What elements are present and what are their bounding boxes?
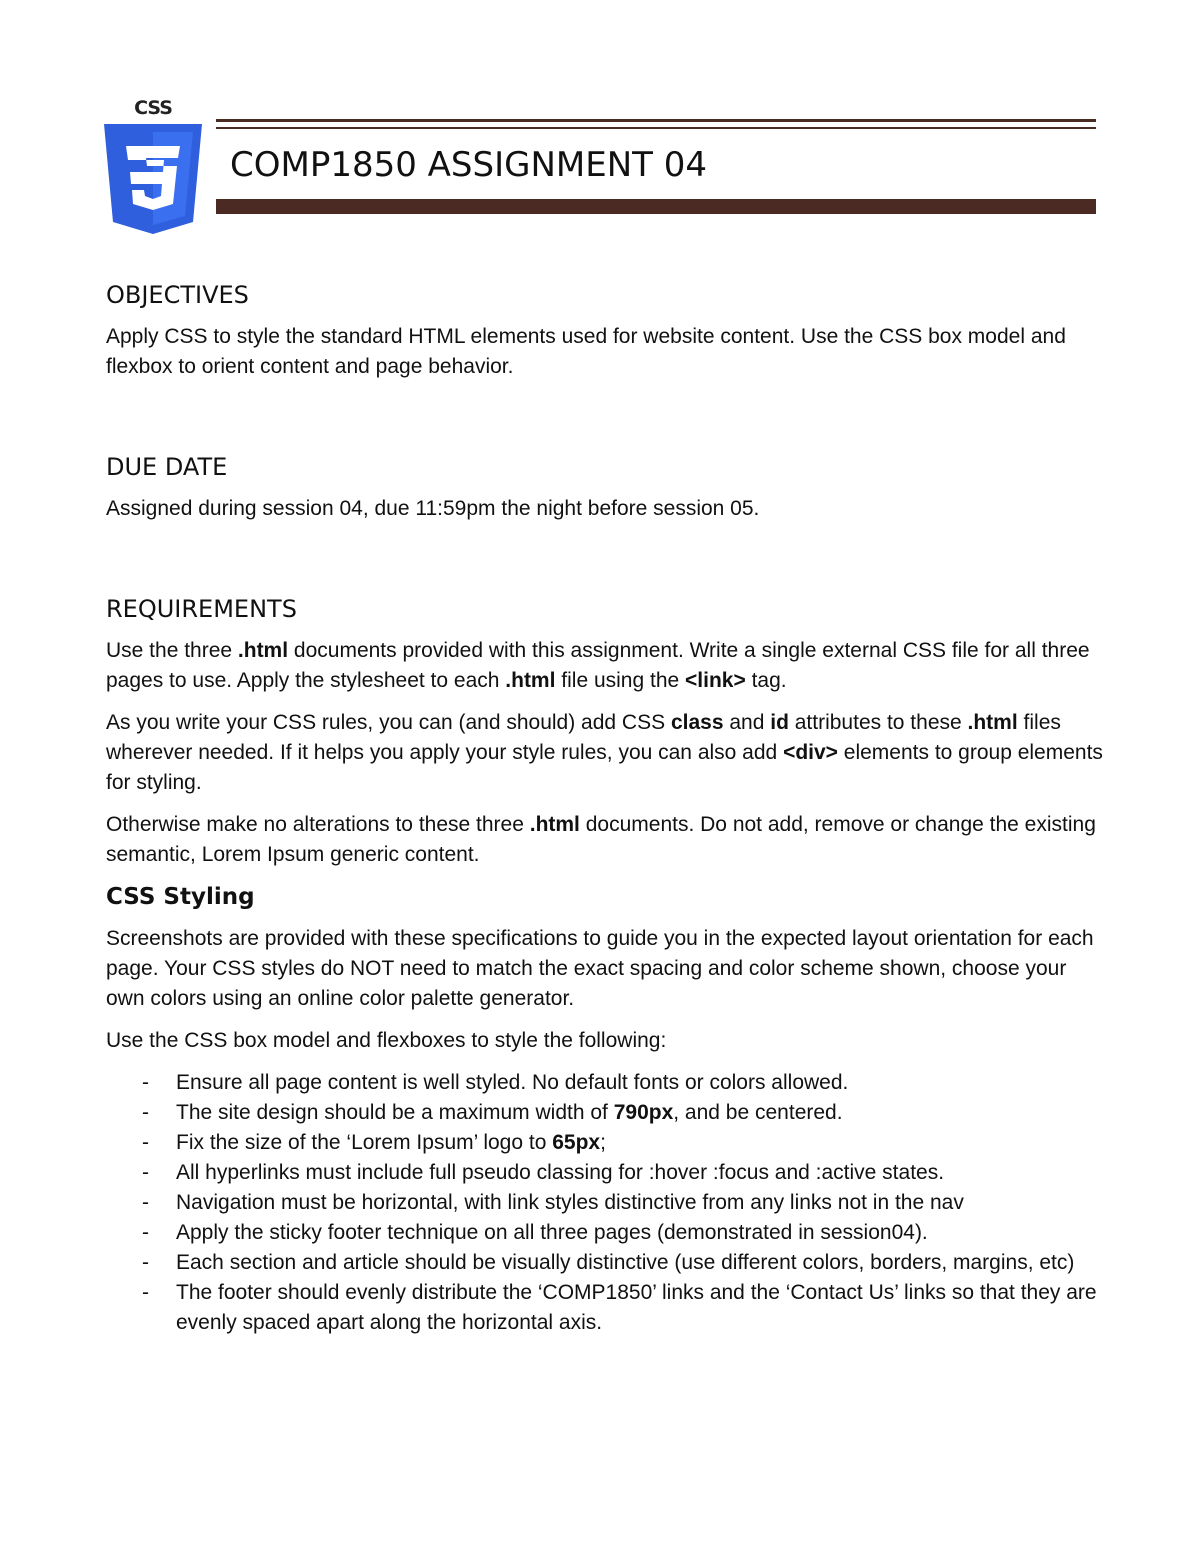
- list-item: - Fix the size of the ‘Lorem Ipsum’ logo to 65px;: [142, 1131, 606, 1154]
- requirements-paragraph-2: As you write your CSS rules, you can (and should) add CSS class and id attributes to these .html files wherever needed. If it helps you apply your style rules, you can also add <div> elements to group elements for styling.: [106, 711, 1103, 794]
- list-item: - Ensure all page content is well styled. No default fonts or colors allowed.: [142, 1071, 849, 1094]
- list-item: - Each section and article should be visually distinctive (use different colors, borders, margins, etc): [142, 1251, 1075, 1274]
- requirements-paragraph-1: Use the three .html documents provided with this assignment. Write a single external CSS file for all three pages to use. Apply the stylesheet to each .html file using the <link> tag.: [106, 639, 1090, 692]
- css-styling-heading: CSS Styling: [106, 884, 255, 910]
- css-styling-paragraph-2: Use the CSS box model and flexboxes to style the following:: [106, 1029, 667, 1052]
- document-title: COMP1850 ASSIGNMENT 04: [230, 145, 707, 185]
- objectives-heading: OBJECTIVES: [106, 281, 249, 309]
- due-date-text: Assigned during session 04, due 11:59pm the night before session 05.: [106, 497, 760, 520]
- css3-logo: [104, 98, 202, 236]
- requirements-paragraph-3: Otherwise make no alterations to these three .html documents. Do not add, remove or change the existing semantic, Lorem Ipsum generic content.: [106, 813, 1096, 866]
- styling-requirements-list: [106, 1068, 1106, 1338]
- list-item: - Navigation must be horizontal, with link styles distinctive from any links not in the nav: [142, 1191, 964, 1214]
- css-logo-label: CSS: [134, 97, 172, 119]
- document-body: [106, 280, 1106, 1338]
- list-item: - The footer should evenly distribute the ‘COMP1850’ links and the ‘Contact Us’ links so that they are evenly spaced apart along the horizontal axis.: [142, 1281, 1097, 1334]
- title-rule-bottom: [216, 199, 1096, 214]
- css3-shield-icon: [104, 124, 202, 234]
- due-date-heading: DUE DATE: [106, 453, 228, 481]
- title-rule-top-thin: [216, 127, 1096, 129]
- list-item: - Apply the sticky footer technique on all three pages (demonstrated in session04).: [142, 1221, 928, 1244]
- css-styling-paragraph-1: Screenshots are provided with these specifications to guide you in the expected layout orientation for each page. Your CSS styles do NOT need to match the exact spacing and color scheme shown, choose your own colors using an online color palette generator.: [106, 927, 1094, 1010]
- objectives-text: Apply CSS to style the standard HTML elements used for website content. Use the CSS box model and flexbox to orient content and page behavior.: [106, 325, 1066, 378]
- title-rule-top: [216, 119, 1096, 122]
- list-item: - All hyperlinks must include full pseudo classing for :hover :focus and :active states.: [142, 1161, 945, 1184]
- requirements-heading: REQUIREMENTS: [106, 595, 297, 623]
- list-item: - The site design should be a maximum width of 790px, and be centered.: [142, 1101, 843, 1124]
